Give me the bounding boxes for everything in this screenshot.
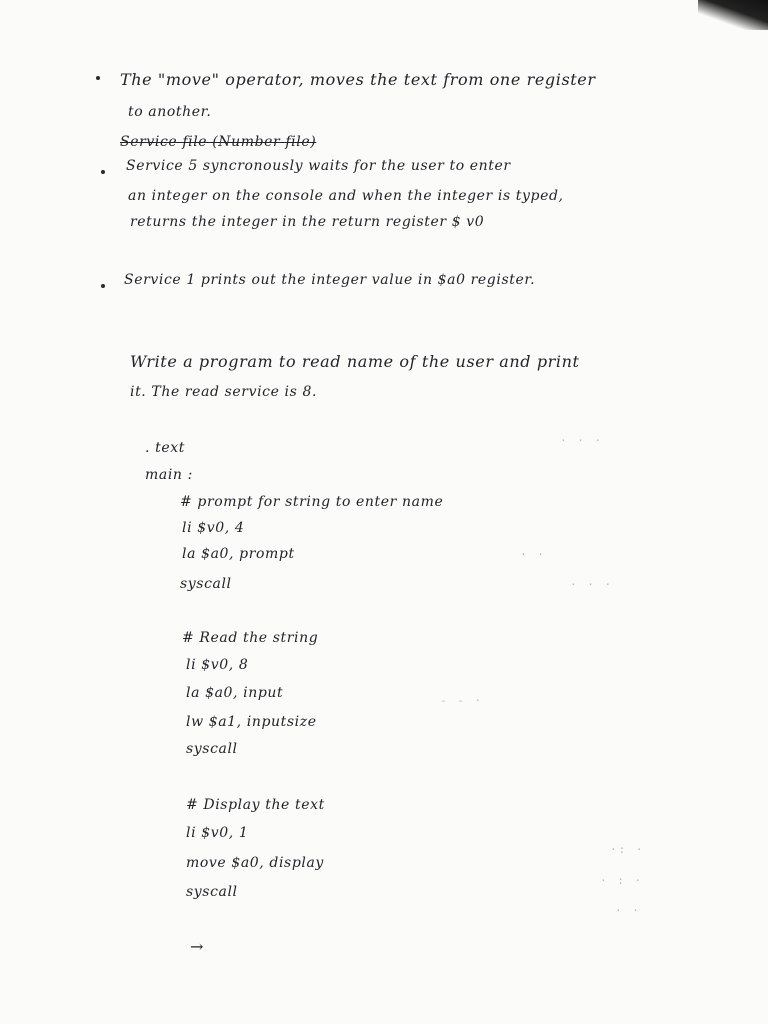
code-line: move $a0, display — [186, 855, 324, 871]
code-line: syscall — [186, 884, 238, 900]
bleed-through-mark: · · · — [570, 578, 614, 591]
bleed-through-mark: · · — [520, 548, 546, 561]
code-directive: . text — [145, 440, 185, 456]
service5-line-3: returns the integer in the return register $ v0 — [130, 214, 485, 230]
bleed-through-mark: - - · — [440, 694, 484, 707]
service5-line-2: an integer on the console and when the integer is typed, — [128, 188, 564, 204]
code-line: li $v0, 1 — [186, 825, 249, 841]
code-line: li $v0, 4 — [182, 520, 245, 536]
note-line-2: to another. — [128, 104, 212, 120]
note-line-1: The "move" operator, moves the text from one register — [120, 70, 596, 89]
code-comment: # Read the string — [182, 630, 319, 646]
code-line: la $a0, input — [186, 685, 284, 701]
code-comment: # Display the text — [186, 797, 325, 813]
bleed-through-mark: · · — [615, 904, 641, 917]
code-line: syscall — [180, 576, 232, 592]
service-file-heading: Service file (Number file) — [120, 134, 317, 150]
arrow-icon: → — [190, 937, 205, 956]
bullet — [101, 170, 105, 174]
bleed-through-mark: · : · — [600, 874, 644, 887]
service5-line-1: Service 5 syncronously waits for the user to enter — [126, 158, 511, 174]
code-line: li $v0, 8 — [186, 657, 249, 673]
code-label: main : — [145, 467, 193, 483]
service1-line: Service 1 prints out the integer value in $a0 register. — [124, 272, 536, 288]
code-comment: # prompt for string to enter name — [180, 494, 444, 510]
bleed-through-mark: ·: · — [610, 843, 645, 856]
bullet — [96, 76, 100, 80]
bleed-through-mark: · · · — [560, 434, 604, 447]
task-line-1: Write a program to read name of the user and print — [130, 352, 580, 371]
code-line: lw $a1, inputsize — [186, 714, 317, 730]
code-line: syscall — [186, 741, 238, 757]
bullet — [101, 284, 105, 288]
code-line: la $a0, prompt — [182, 546, 295, 562]
corner-shadow — [698, 0, 768, 30]
task-line-2: it. The read service is 8. — [130, 384, 318, 400]
